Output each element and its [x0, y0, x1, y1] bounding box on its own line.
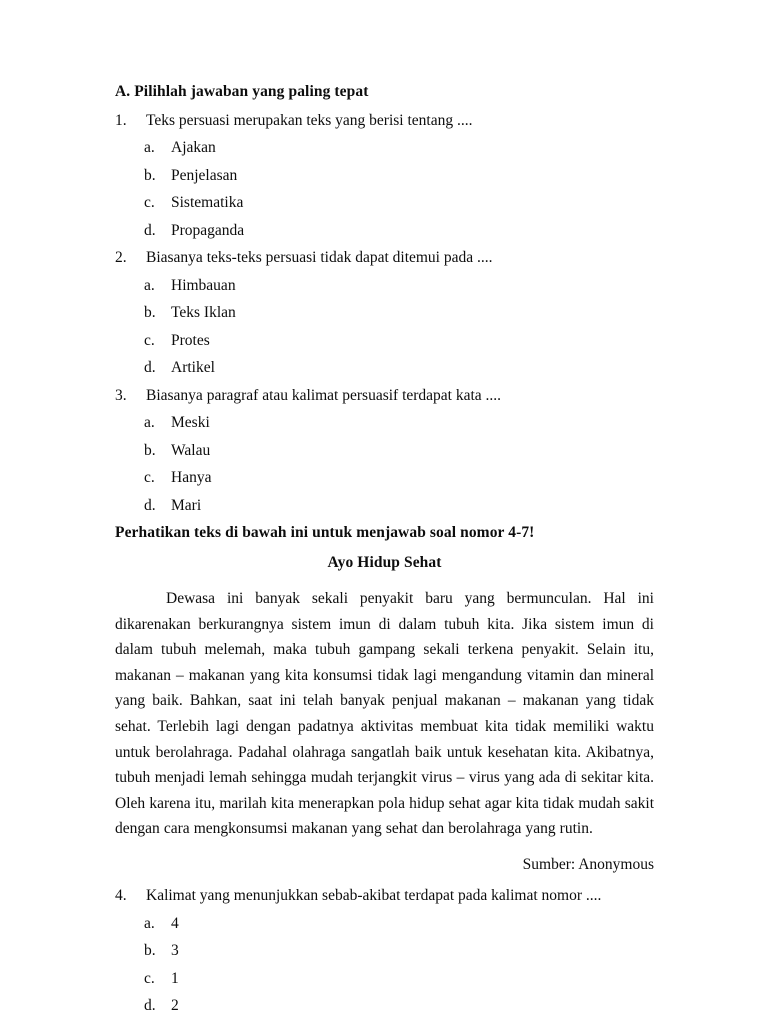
option-letter: d.	[144, 221, 156, 239]
question-text: Kalimat yang menunjukkan sebab-akibat terdapat pada kalimat nomor ....	[146, 887, 602, 905]
question-text: Biasanya paragraf atau kalimat persuasif terdapat kata ....	[146, 386, 502, 404]
question-number: 2.	[115, 249, 127, 266]
option-row[interactable]	[115, 470, 654, 486]
option-row[interactable]	[115, 916, 654, 932]
option-letter: a.	[144, 139, 155, 156]
option-row[interactable]	[115, 223, 654, 239]
option-row[interactable]	[115, 998, 654, 1014]
option-row[interactable]	[115, 415, 654, 431]
option-text: Ajakan	[171, 139, 216, 156]
option-text: Protes	[171, 331, 210, 349]
question-item	[115, 250, 654, 266]
option-letter: c.	[144, 331, 155, 349]
option-letter: a.	[144, 276, 155, 294]
option-text: Propaganda	[171, 221, 245, 239]
option-row[interactable]	[115, 971, 654, 987]
option-text: Artikel	[171, 359, 215, 376]
option-letter: a.	[144, 414, 155, 431]
question-item	[115, 888, 654, 904]
passage-instruction: Perhatikan teks di bawah ini untuk menjawab soal nomor 4-7!	[115, 524, 535, 541]
option-text: 2	[171, 997, 179, 1015]
option-text: Meski	[171, 414, 210, 431]
passage-body: Dewasa ini banyak sekali penyakit baru yang bermunculan. Hal ini dikarenakan berkurangnya sistem imun di dalam tubuh kita. Jika sistem imun di dalam tubuh melemah, maka tubuh gampang sekali terkena penyakit. Selain itu, makanan – makanan yang kita konsumsi tidak lagi mengandung vitamin dan mineral yang baik. Bahkan, saat ini telah banyak penjual makanan – makanan yang tidak sehat. Terlebih lagi dengan padatnya aktivitas membuat kita tidak memiliki waktu untuk berolahraga. Padahal olahraga sangatlah baik untuk kesehatan kita. Akibatnya, tubuh menjadi lemah sehingga mudah terjangkit virus – virus yang ada di sekitar kita. Oleh karena itu, marilah kita menerapkan pola hidup sehat agar kita tidak mudah sakit dengan cara mengkonsumsi makanan yang sehat dan berolahraga yang rutin.	[115, 590, 654, 838]
option-row[interactable]	[115, 498, 654, 514]
question-text: Biasanya teks-teks persuasi tidak dapat ditemui pada ....	[146, 249, 493, 266]
option-text: Hanya	[171, 469, 212, 486]
question-item	[115, 113, 654, 129]
option-letter: d.	[144, 496, 156, 514]
option-text: Himbauan	[171, 276, 236, 294]
option-text: 4	[171, 914, 179, 932]
question-number: 3.	[115, 386, 127, 404]
option-letter: b.	[144, 304, 156, 321]
option-text: Mari	[171, 496, 202, 514]
option-text: Teks Iklan	[171, 304, 236, 321]
option-letter: c.	[144, 194, 155, 211]
option-letter: b.	[144, 942, 156, 960]
option-letter: c.	[144, 469, 155, 486]
option-letter: a.	[144, 914, 155, 932]
passage-title: Ayo Hidup Sehat	[327, 553, 442, 571]
option-row[interactable]	[115, 195, 654, 211]
option-row[interactable]	[115, 943, 654, 959]
section-heading: A. Pilihlah jawaban yang paling tepat	[115, 83, 369, 100]
option-row[interactable]	[115, 168, 654, 184]
document-content	[115, 84, 654, 1026]
option-row[interactable]	[115, 278, 654, 294]
option-letter: c.	[144, 969, 155, 987]
option-row[interactable]	[115, 333, 654, 349]
option-letter: b.	[144, 166, 156, 184]
option-letter: d.	[144, 997, 156, 1015]
option-row[interactable]	[115, 443, 654, 459]
option-letter: d.	[144, 359, 156, 376]
question-item	[115, 388, 654, 404]
option-text: 1	[171, 969, 179, 987]
option-text: Walau	[171, 441, 211, 459]
option-text: Penjelasan	[171, 166, 238, 184]
option-text: Sistematika	[171, 194, 244, 211]
question-number: 1.	[115, 111, 127, 129]
option-letter: b.	[144, 441, 156, 459]
option-row[interactable]	[115, 360, 654, 376]
question-number: 4.	[115, 887, 127, 905]
option-text: 3	[171, 942, 179, 960]
passage-source: Sumber: Anonymous	[522, 855, 654, 873]
question-text: Teks persuasi merupakan teks yang berisi tentang ....	[146, 111, 473, 129]
option-row[interactable]	[115, 140, 654, 156]
option-row[interactable]	[115, 305, 654, 321]
